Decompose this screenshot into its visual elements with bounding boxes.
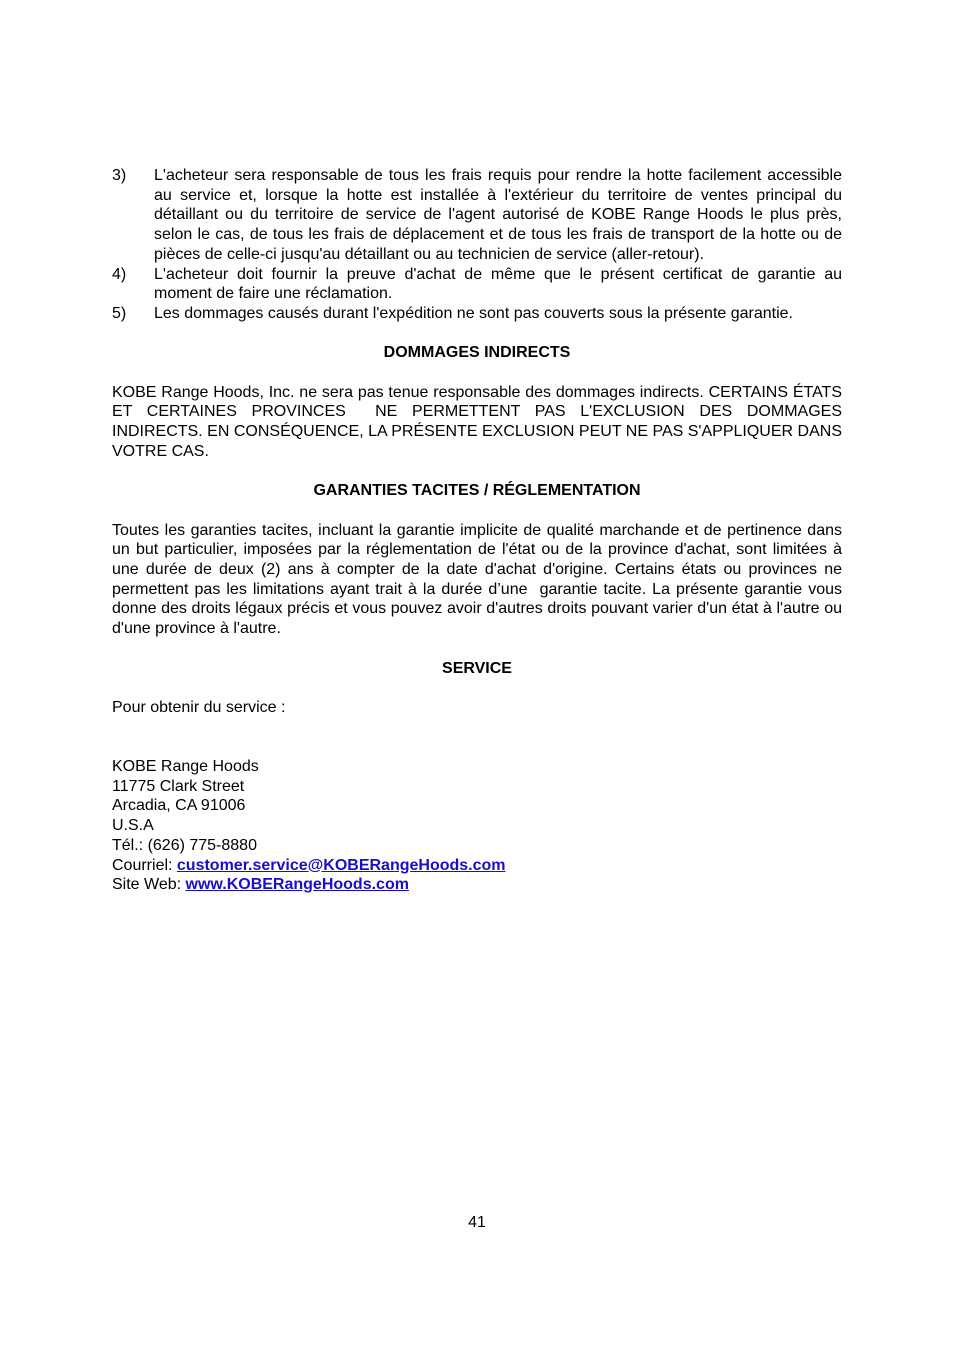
implied-warranties-paragraph: Toutes les garanties tacites, incluant la garantie implicite de qualité marchande et de pertinence dans un but particulier, imposées par la réglementation de l'état ou de la province d'achat, sont limitées à une durée de deux (2) ans à compter de la date d'achat d'origine. Certains états ou provinces ne permettent pas les limitations ayant trait à la durée d’une garantie tacite. La présente garantie vous donne des droits légaux précis et vous pouvez avoir d'autres droits pouvant varier d'un état à l'autre ou d'une province à l'autre. (112, 521, 847, 638)
contact-website-line (112, 875, 842, 895)
list-item-number: 3) (112, 167, 127, 184)
warranty-conditions-list (112, 166, 842, 324)
list-item-number: 4) (112, 265, 127, 283)
contact-company: KOBE Range Hoods (112, 757, 259, 775)
contact-email-line (112, 856, 842, 876)
service-heading: SERVICE (442, 659, 512, 677)
list-item (112, 265, 842, 304)
list-item-text: Les dommages causés durant l'expédition ne sont pas couverts sous la présente garantie. (154, 304, 793, 322)
document-body (112, 166, 847, 895)
website-label: Site Web: (112, 876, 186, 894)
contact-phone: Tél.: (626) 775-8880 (112, 836, 257, 854)
page-number: 41 (468, 1214, 486, 1231)
list-item (112, 304, 842, 324)
list-item-number: 5) (112, 304, 127, 322)
implied-warranties-heading: GARANTIES TACITES / RÉGLEMENTATION (313, 482, 641, 500)
contact-country: U.S.A (112, 817, 154, 835)
email-link[interactable]: customer.service@KOBERangeHoods.com (176, 856, 506, 874)
indirect-damages-paragraph: KOBE Range Hoods, Inc. ne sera pas tenue responsable des dommages indirects. CERTAINS ÉTATS ET CERTAINES PROVINCES NE PERMETTENT PAS L'EXCLUSION DES DOMMAGES INDIRECTS. EN CONSÉQUENCE, LA PRÉSENTE EXCLUSION PEUT NE PAS S'APPLIQUER DANS VOTRE CAS. (112, 383, 847, 460)
website-link[interactable]: www.KOBERangeHoods.com (185, 876, 409, 894)
contact-block (112, 757, 842, 895)
service-intro: Pour obtenir du service : (112, 698, 286, 716)
list-item-text: L'acheteur doit fournir la preuve d'achat de même que le présent certificat de garantie au moment de faire une réclamation. (154, 265, 842, 303)
list-item (112, 166, 842, 265)
contact-city: Arcadia, CA 91006 (112, 797, 246, 815)
contact-street: 11775 Clark Street (112, 777, 245, 795)
email-label: Courriel: (112, 856, 177, 874)
list-item-text: L'acheteur sera responsable de tous les frais requis pour rendre la hotte facilement accessible au service et, lorsque la hotte est installée à l'extérieur du territoire de ventes principal du détaillant ou du territoire de service de l'agent autorisé de KOBE Range Hoods le plus près, selon le cas, de tous les frais de déplacement et de tous les frais de transport de la hotte ou de pièces de celle-ci jusqu'au détaillant ou au technicien de service (aller-retour). (154, 167, 842, 263)
indirect-damages-heading: DOMMAGES INDIRECTS (383, 344, 571, 362)
